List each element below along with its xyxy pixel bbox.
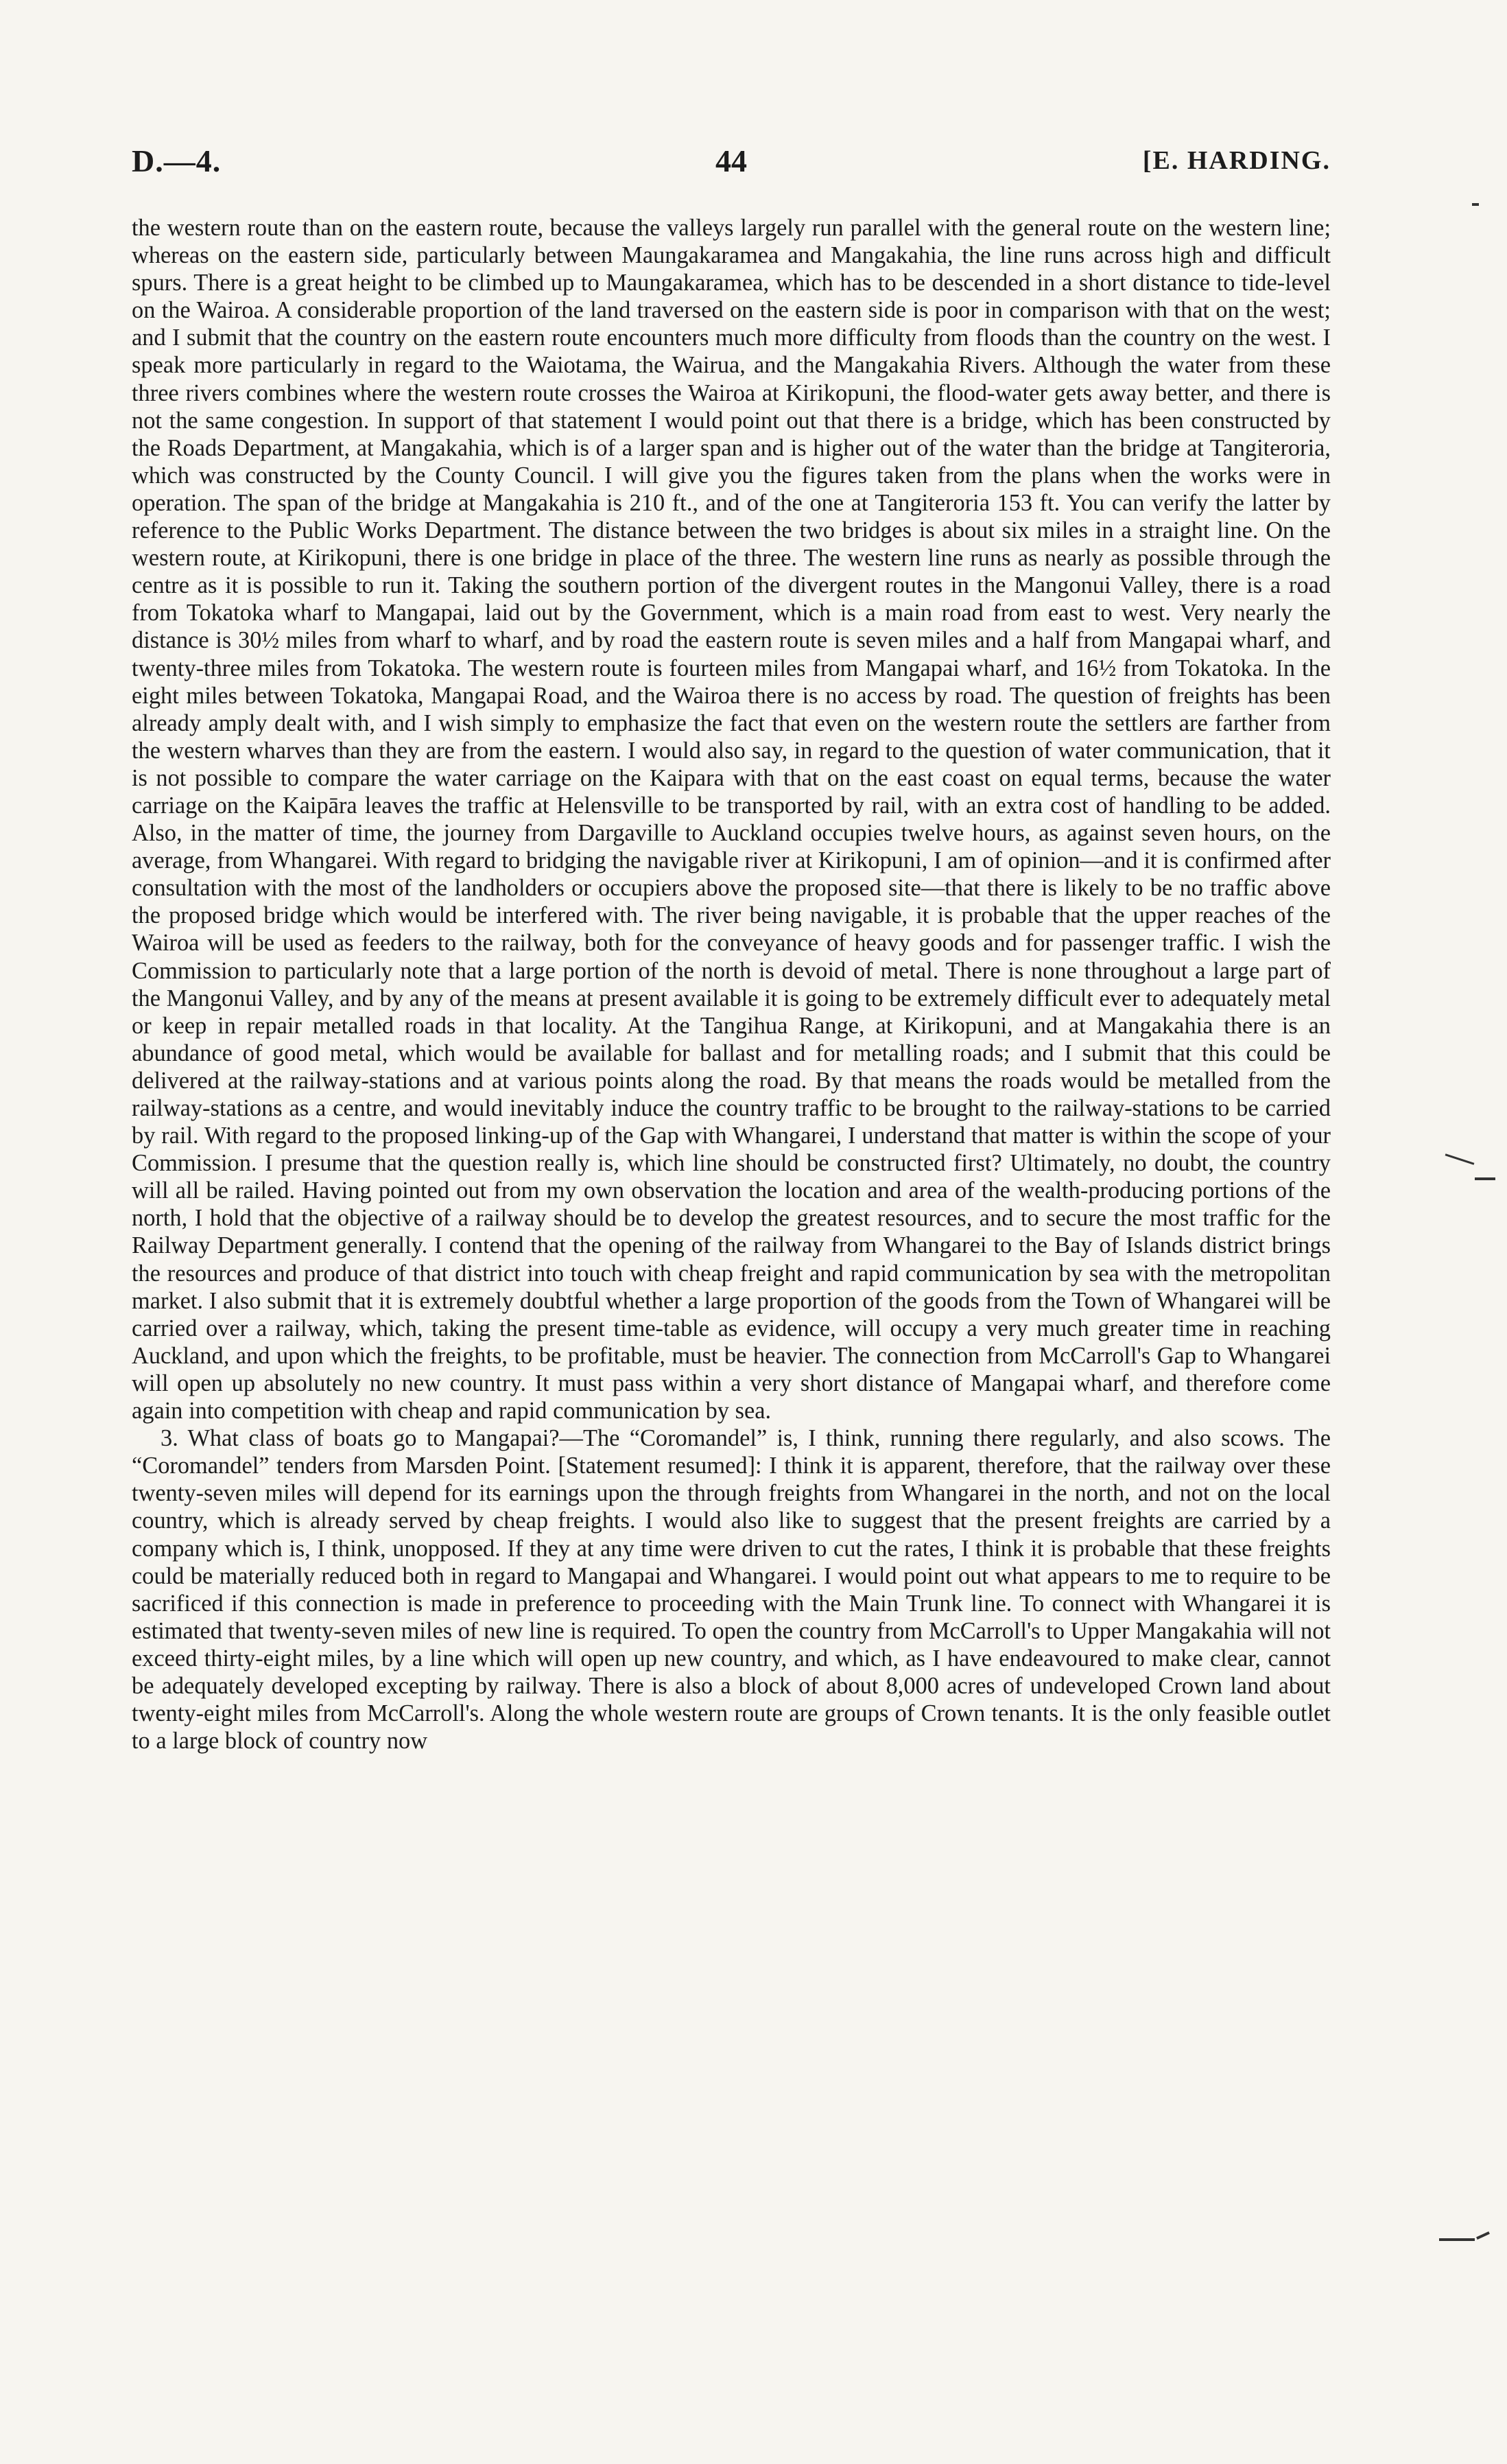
page-header (132, 143, 1331, 184)
margin-mark (1476, 2231, 1490, 2240)
witness-name: [E. HARDING. (1142, 146, 1331, 175)
paragraph: 3. What class of boats go to Mangapai?—The “Coromandel” is, I think, running there regularly, and also scows. The “Coromandel” tenders from Marsden Point. [Statement resumed]: I think it is apparent, therefore, that the railway over these twenty-seven miles will depend for its earnings upon the through freights from Whangarei in the north, and not on the local country, which is already served by cheap freights. I would also like to suggest that the present freights are carried by a company which is, I think, unopposed. If they at any time were driven to cut the rates, I think it is probable that these freights could be materially reduced both in regard to Mangapai and Whangarei. I would point out what appears to me to require to be sacrificed if this connection is made in preference to proceeding with the Main Trunk line. To connect with Whangarei it is estimated that twenty-seven miles of new line is required. To open the country from McCarroll's to Upper Mangakahia will not exceed thirty-eight miles, by a line which will open up new country, and which, as I have endeavoured to make clear, cannot be adequately developed excepting by railway. There is also a block of about 8,000 acres of undeveloped Crown land about twenty-eight miles from McCarroll's. Along the whole western route are groups of Crown tenants. It is the only feasible outlet to a large block of country now (132, 1425, 1331, 1755)
margin-mark (1439, 2238, 1475, 2241)
document-reference: D.—4. (132, 143, 222, 178)
margin-mark (1445, 1153, 1475, 1164)
margin-mark (1475, 1177, 1495, 1180)
page-number: 44 (715, 143, 747, 178)
paragraph: the western route than on the eastern route, because the valleys largely run parallel with the general route on the western line; whereas on the eastern side, particularly between Maungakaramea and Mangakahia, the line runs across high and difficult spurs. There is a great height to be climbed up to Maungakaramea, which has to be descended in a short distance to tide-level on the Wairoa. A considerable proportion of the land traversed on the eastern side is poor in comparison with that on the west; and I submit that the country on the eastern route encounters much more difficulty from floods than the country on the west. I speak more particularly in regard to the Waiotama, the Wairua, and the Mangakahia Rivers. Although the water from these three rivers combines where the western route crosses the Wairoa at Kirikopuni, the flood-water gets away better, and there is not the same congestion. In support of that statement I would point out that there is a bridge, which has been constructed by the Roads Department, at Mangakahia, which is of a larger span and is higher out of the water than the bridge at Tangiteroria, which was constructed by the County Council. I will give you the figures taken from the plans when the works were in operation. The span of the bridge at Mangakahia is 210 ft., and of the one at Tangiteroria 153 ft. You can verify the latter by reference to the Public Works Department. The distance between the two bridges is about six miles in a straight line. On the western route, at Kirikopuni, there is one bridge in place of the three. The western line runs as nearly as possible through the centre as it is possible to run it. Taking the southern portion of the divergent routes in the Mangonui Valley, there is a road from Tokatoka wharf to Mangapai, laid out by the Government, which is a main road from east to west. Very nearly the distance is 30½ miles from wharf to wharf, and by road the eastern route is seven miles and a half from Mangapai wharf, and twenty-three miles from Tokatoka. The western route is fourteen miles from Mangapai wharf, and 16½ from Tokatoka. In the eight miles between Tokatoka, Mangapai Road, and the Wairoa there is no access by road. The question of freights has been already amply dealt with, and I wish simply to emphasize the fact that even on the western route the settlers are farther from the western wharves than they are from the eastern. I would also say, in regard to the question of water communication, that it is not possible to compare the water carriage on the Kaipara with that on the east coast on equal terms, because the water carriage on the Kaipāra leaves the traffic at Helensville to be transported by rail, with an extra cost of handling to be added. Also, in the matter of time, the journey from Dargaville to Auckland occupies twelve hours, as against seven hours, on the average, from Whangarei. With regard to bridging the navigable river at Kirikopuni, I am of opinion—and it is confirmed after consultation with the most of the landholders or occupiers above the proposed site—that there is likely to be no traffic above the proposed bridge which would be interfered with. The river being navigable, it is probable that the upper reaches of the Wairoa will be used as feeders to the railway, both for the conveyance of heavy goods and for passenger traffic. I wish the Commission to particularly note that a large portion of the north is devoid of metal. There is none throughout a large part of the Mangonui Valley, and by any of the means at present available it is going to be extremely difficult ever to adequately metal or keep in repair metalled roads in that locality. At the Tangihua Range, at Kirikopuni, and at Mangakahia there is an abundance of good metal, which would be available for ballast and for metalling roads; and I submit that this could be delivered at the railway-stations and at various points along the road. By that means the roads would be metalled from the railway-stations as a centre, and would inevitably induce the country traffic to be brought to the railway-stations to be carried by rail. With regard to the proposed linking-up of the Gap with Whangarei, I understand that matter is within the scope of your Commission. I presume that the question really is, which line should be constructed first? Ultimately, no doubt, the country will all be railed. Having pointed out from my own observation the location and area of the wealth-producing portions of the north, I hold that the objective of a railway should be to develop the greatest resources, and to secure the most traffic for the Railway Department generally. I contend that the opening of the railway from Whangarei to the Bay of Islands district brings the resources and produce of that district into touch with cheap freight and rapid communication by sea with the metropolitan market. I also submit that it is extremely doubtful whether a large proportion of the goods from the Town of Whangarei will be carried over a railway, which, taking the present time-table as evidence, will occupy a very much greater time in reaching Auckland, and upon which the freights, to be profitable, must be heavier. The connection from McCarroll's Gap to Whangarei will open up absolutely no new country. It must pass within a very short distance of Mangapai wharf, and therefore come again into competition with cheap and rapid communication by sea. (132, 215, 1331, 1424)
body-text (132, 214, 1331, 1755)
margin-mark (1472, 203, 1479, 206)
